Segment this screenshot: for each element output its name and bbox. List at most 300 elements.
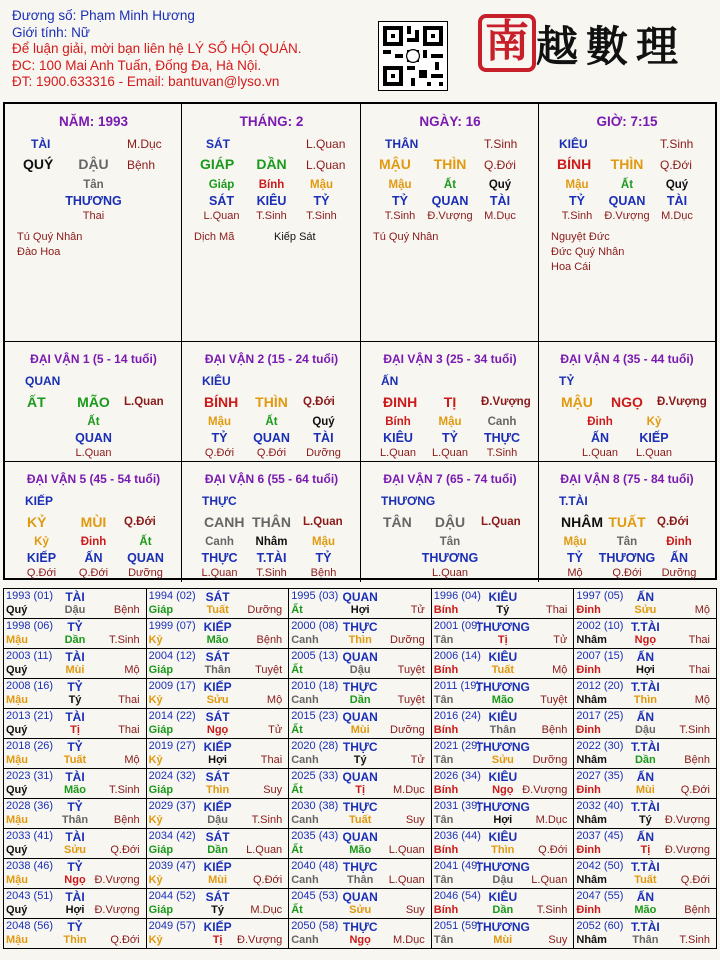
year-branch: Tuất (63, 754, 87, 766)
hidden-ten-god: ẤN (84, 551, 103, 565)
hidden-stem: Quý (312, 416, 335, 428)
hidden-stem: Quý (665, 179, 689, 191)
gender: Giới tính: Nữ (12, 24, 90, 40)
year-cell (431, 619, 574, 649)
year-stage: M.Dục (393, 784, 425, 796)
branch-stage: Q.Đới (660, 158, 692, 172)
hidden-ten-god: THỰC (483, 431, 521, 445)
earthly-branch: THÂN (252, 514, 291, 530)
year-stage: T.Sinh (679, 934, 710, 946)
year-stem: Đinh (576, 664, 601, 676)
year-row (4, 709, 717, 739)
year-label: 1993 (01) (6, 590, 54, 602)
year-ten-god: THỰC (342, 860, 378, 874)
year-cell (431, 649, 574, 679)
year-cell (4, 919, 147, 949)
hidden-ten-god: THƯƠNG (598, 551, 656, 565)
hidden-ten-god: QUAN (431, 194, 469, 208)
year-label: 2038 (46) (6, 860, 54, 872)
year-stem: Ất (291, 604, 303, 616)
year-label: 1997 (05) (576, 590, 624, 602)
heavenly-stem: KỶ (27, 514, 47, 530)
year-label: 2039 (47) (148, 860, 196, 872)
year-ten-god: KIÊU (488, 770, 518, 784)
year-stage: Đ.Vượng (664, 844, 710, 856)
year-ten-god: THƯƠNG (475, 620, 530, 634)
year-stage: Mộ (124, 754, 140, 766)
year-ten-god: SÁT (205, 830, 230, 844)
year-label: 2020 (28) (291, 740, 339, 752)
hidden-stem: Mậu (208, 416, 231, 428)
year-stage: Q.Đới (110, 934, 140, 946)
year-branch: Tý (353, 754, 367, 766)
year-cell (146, 619, 289, 649)
year-stage: L.Quan (388, 874, 425, 886)
year-cell (574, 829, 717, 859)
year-branch: Dậu (207, 814, 228, 826)
year-stage: Thai (688, 634, 710, 646)
year-label: 2022 (30) (576, 740, 624, 752)
year-label: 2013 (21) (6, 710, 54, 722)
earthly-branch: THÌN (255, 394, 288, 410)
year-ten-god: T.TÀI (631, 800, 660, 814)
ten-god-label: ẤN (381, 374, 399, 388)
year-stage: Bệnh (113, 814, 140, 826)
hidden-stem: Mậu (438, 416, 462, 428)
dai-van-title: ĐẠI VẬN 1 (5 - 14 tuổi) (30, 352, 157, 366)
year-branch: Tý (638, 814, 652, 826)
hidden-stage: Đ.Vượng (427, 210, 473, 222)
year-stage: Thai (118, 724, 140, 736)
year-stage: Q.Đới (680, 874, 710, 886)
heavenly-stem: ĐINH (383, 394, 418, 410)
ten-god-label: KIÊU (202, 374, 231, 388)
year-stem: Tân (433, 694, 454, 706)
hidden-stage: Đ.Vượng (604, 210, 650, 222)
year-label: 2023 (31) (6, 770, 54, 782)
star-label: Dịch Mã (194, 231, 235, 243)
year-label: 2007 (15) (576, 650, 624, 662)
year-stem: Kỷ (148, 694, 163, 706)
hidden-stage: L.Quan (635, 447, 673, 459)
year-stage: Tuyệt (540, 694, 568, 706)
year-label: 2029 (37) (148, 800, 196, 812)
heavenly-stem: GIÁP (200, 156, 235, 172)
year-row (4, 679, 717, 709)
year-branch: Mão (206, 634, 229, 646)
year-stem: Giáp (148, 604, 174, 616)
hidden-stem: Mậu (310, 179, 333, 191)
hidden-ten-god: KIẾP (639, 431, 669, 445)
hidden-stage: L.Quan (203, 210, 240, 222)
year-ten-god: KIÊU (488, 590, 518, 604)
year-cell (146, 829, 289, 859)
year-cell (4, 709, 147, 739)
year-stage: M.Dục (535, 814, 568, 826)
ten-god-label: THỰC (202, 494, 237, 508)
year-label: 2018 (26) (6, 740, 54, 752)
hidden-ten-god: TÀI (666, 194, 688, 208)
year-ten-god: ẤN (636, 770, 655, 784)
year-ten-god: T.TÀI (631, 740, 660, 754)
year-branch: Mão (491, 694, 514, 706)
year-stem: Canh (291, 814, 319, 826)
year-cell (574, 889, 717, 919)
year-stage: Tuyệt (397, 694, 425, 706)
year-stage: Tử (410, 604, 425, 616)
year-ten-god: KIẾP (203, 800, 232, 814)
pillar-cell (182, 104, 361, 342)
pillar-title: THÁNG: 2 (239, 114, 304, 129)
year-stem: Quý (6, 844, 28, 856)
year-cell (431, 709, 574, 739)
year-ten-god: THỰC (342, 620, 378, 634)
hidden-stem: Canh (487, 416, 517, 428)
hidden-stage: Dưỡng (306, 447, 341, 459)
year-ten-god: QUAN (342, 770, 378, 784)
branch-stage: Q.Đới (657, 516, 689, 528)
year-stem: Bính (433, 844, 459, 856)
dai-van-cell (182, 342, 361, 462)
year-label: 2037 (45) (576, 830, 624, 842)
year-stem: Đinh (576, 844, 601, 856)
year-stem: Mậu (6, 814, 28, 826)
year-ten-god: THƯƠNG (475, 740, 530, 754)
year-cell (146, 859, 289, 889)
year-stem: Đinh (576, 784, 601, 796)
year-cell (4, 769, 147, 799)
year-stem: Đinh (576, 604, 601, 616)
earthly-branch: DẬU (434, 514, 466, 530)
hidden-stage: Q.Đới (26, 567, 57, 579)
year-branch: Dậu (634, 724, 656, 736)
year-cell (431, 859, 574, 889)
year-cell (431, 799, 574, 829)
year-row (4, 619, 717, 649)
dai-van-cell (539, 342, 715, 462)
pillar-cell (539, 104, 715, 342)
branch-stage: L.Quan (481, 516, 521, 528)
year-stem: Canh (291, 754, 319, 766)
year-stem: Nhâm (576, 814, 607, 826)
year-stem: Mậu (6, 874, 28, 886)
year-stem: Giáp (148, 844, 174, 856)
year-branch: Dần (492, 904, 514, 916)
year-label: 2021 (29) (433, 740, 481, 752)
hidden-stage: L.Quan (581, 447, 619, 459)
year-ten-god: ẤN (636, 650, 655, 664)
ten-god-label: KIÊU (559, 137, 588, 151)
year-label: 1994 (02) (148, 590, 196, 602)
year-label: 2040 (48) (291, 860, 339, 872)
year-label: 1998 (06) (6, 620, 54, 632)
year-branch: Sửu (63, 844, 87, 856)
hidden-stage: L.Quan (431, 447, 469, 459)
year-ten-god: TỶ (67, 920, 83, 934)
year-branch: Thân (347, 874, 374, 886)
year-cell (431, 769, 574, 799)
year-cell (574, 799, 717, 829)
year-stage: Suy (548, 934, 568, 946)
dai-van-title: ĐẠI VẬN 8 (75 - 84 tuổi) (560, 472, 694, 486)
year-label: 2016 (24) (433, 710, 481, 722)
year-stage: Tuyệt (397, 664, 425, 676)
year-stem: Tân (433, 814, 454, 826)
hidden-stage: L.Quan (75, 447, 112, 459)
year-stage: Bệnh (541, 724, 568, 736)
year-stage: Đ.Vượng (522, 784, 568, 796)
hidden-ten-god: KIÊU (383, 431, 413, 445)
year-stage: Bệnh (684, 754, 710, 766)
year-branch: Tị (355, 784, 366, 796)
year-label: 2048 (56) (6, 920, 54, 932)
heavenly-stem: MẬU (561, 394, 593, 410)
year-stage: Tử (268, 724, 283, 736)
year-stage: M.Dục (393, 934, 425, 946)
year-label: 2025 (33) (291, 770, 339, 782)
year-label: 2033 (41) (6, 830, 54, 842)
year-stem: Quý (6, 604, 28, 616)
hidden-stem: Tân (616, 536, 638, 548)
year-stage: Bệnh (684, 904, 710, 916)
year-stage: Đ.Vượng (664, 814, 710, 826)
year-cell (289, 859, 432, 889)
hidden-ten-god: TỶ (315, 551, 332, 565)
year-branch: Ngọ (634, 634, 657, 646)
dai-van-title: ĐẠI VẬN 5 (45 - 54 tuổi) (26, 472, 161, 486)
branch-stage: L.Quan (124, 396, 164, 408)
hidden-stem: Đinh (666, 536, 692, 548)
year-stem: Kỷ (148, 634, 163, 646)
ten-god-label: T.TÀI (559, 494, 588, 508)
year-cell (4, 829, 147, 859)
year-label: 2009 (17) (148, 680, 196, 692)
growth-stage: T.Sinh (484, 137, 518, 151)
year-branch: Sửu (206, 694, 229, 706)
year-branch: Thân (204, 664, 231, 676)
heavenly-stem: ẤT (27, 394, 46, 410)
year-branch: Tị (497, 634, 508, 646)
hidden-stem: Đinh (587, 416, 613, 428)
hidden-stem: Kỷ (34, 536, 49, 548)
branch-stage: L.Quan (306, 158, 346, 172)
year-stem: Nhâm (576, 874, 607, 886)
year-stage: Suy (405, 814, 425, 826)
year-stage: Thai (688, 664, 710, 676)
year-label: 2036 (44) (433, 830, 481, 842)
star-label: Đào Hoa (17, 246, 61, 258)
year-ten-god: THỰC (342, 920, 378, 934)
year-stem: Giáp (148, 724, 174, 736)
year-label: 2045 (53) (291, 890, 339, 902)
year-stage: L.Quan (388, 844, 425, 856)
hidden-stem: Tân (83, 179, 104, 191)
year-label: 2000 (08) (291, 620, 339, 632)
hidden-ten-god: ẤN (590, 431, 610, 445)
year-ten-god: KIÊU (488, 710, 518, 724)
earthly-branch: TUẤT (608, 514, 646, 530)
year-row (4, 859, 717, 889)
year-ten-god: SÁT (205, 770, 230, 784)
year-stage: T.Sinh (251, 814, 283, 826)
year-branch: Thân (632, 934, 659, 946)
year-branch: Ngọ (64, 874, 86, 886)
year-ten-god: SÁT (205, 650, 230, 664)
year-branch: Ngọ (492, 784, 514, 796)
year-cell (574, 739, 717, 769)
year-stem: Bính (433, 664, 459, 676)
star-label: Tú Quý Nhân (17, 231, 83, 243)
year-label: 2051 (59) (433, 920, 481, 932)
year-label: 2049 (57) (148, 920, 196, 932)
hidden-stem: Nhâm (255, 536, 288, 548)
year-label: 2026 (34) (433, 770, 481, 782)
year-stage: Bệnh (256, 634, 283, 646)
hidden-ten-god: T.TÀI (256, 551, 287, 565)
hidden-stage: Q.Đới (78, 567, 109, 579)
year-stage: Mộ (694, 604, 710, 616)
contact-line: Để luận giải, mời bạn liên hệ LÝ SỐ HỘI QUÁN. (12, 41, 302, 56)
year-label: 2004 (12) (148, 650, 196, 662)
year-branch: Tuất (634, 874, 657, 886)
dai-van-cell (5, 462, 182, 582)
year-cell (574, 619, 717, 649)
dai-van-title: ĐẠI VẬN 6 (55 - 64 tuổi) (204, 472, 339, 486)
year-cell (4, 739, 147, 769)
year-branch: Dậu (492, 874, 514, 886)
dai-van-title: ĐẠI VẬN 4 (35 - 44 tuổi) (560, 352, 694, 366)
year-branch: Ngọ (206, 724, 229, 736)
year-cell (574, 679, 717, 709)
year-stage: Tử (410, 754, 425, 766)
dai-van-cell (539, 462, 715, 582)
year-ten-god: QUAN (342, 590, 378, 604)
year-label: 2011 (19) (433, 680, 481, 692)
growth-stage: M.Dục (127, 137, 162, 151)
year-stage: Thai (260, 754, 283, 766)
year-stem: Kỷ (148, 814, 163, 826)
ten-god-label: KIẾP (25, 494, 54, 508)
year-label: 2005 (13) (291, 650, 339, 662)
year-ten-god: TÀI (65, 710, 85, 724)
year-ten-god: QUAN (342, 650, 378, 664)
growth-stage: L.Quan (306, 137, 346, 151)
year-label: 2031 (39) (433, 800, 481, 812)
pillar-cell (361, 104, 539, 342)
star-label: Nguyệt Đức (551, 231, 610, 243)
year-ten-god: TÀI (65, 830, 85, 844)
year-ten-god: KIẾP (203, 920, 232, 934)
earthly-branch: THÌN (610, 156, 644, 172)
hidden-stem: Ất (443, 179, 457, 191)
year-branch: Mùi (635, 784, 655, 796)
year-branch: Mùi (208, 874, 228, 886)
year-label: 2034 (42) (148, 830, 196, 842)
hidden-ten-god: TỶ (442, 431, 458, 445)
year-label: 1999 (07) (148, 620, 196, 632)
year-stem: Bính (433, 784, 459, 796)
year-branch: Thìn (205, 784, 230, 796)
year-stem: Đinh (576, 724, 601, 736)
year-ten-god: KIÊU (488, 830, 518, 844)
year-stem: Nhâm (576, 634, 607, 646)
year-branch: Tuất (206, 604, 229, 616)
year-cell (146, 589, 289, 619)
year-label: 2047 (55) (576, 890, 624, 902)
year-stem: Giáp (148, 664, 174, 676)
year-stage: Q.Đới (680, 784, 710, 796)
hidden-ten-god: ẤN (669, 551, 689, 565)
year-stage: L.Quan (531, 874, 568, 886)
year-branch: Ngọ (349, 934, 371, 946)
heavenly-stem: MẬU (379, 156, 411, 172)
year-cell (289, 829, 432, 859)
hidden-stem: Bính (385, 416, 411, 428)
year-branch: Tị (640, 844, 651, 856)
year-row (4, 769, 717, 799)
hidden-stem: Tân (439, 536, 461, 548)
year-ten-god: THƯƠNG (475, 800, 530, 814)
year-ten-god: THƯƠNG (475, 920, 530, 934)
year-ten-god: THƯƠNG (475, 680, 530, 694)
hidden-stage: T.Sinh (384, 210, 416, 222)
heavenly-stem: NHÂM (561, 514, 603, 530)
ten-god-label: QUAN (25, 374, 61, 388)
dai-van-cell (361, 462, 539, 582)
year-label: 2030 (38) (291, 800, 339, 812)
year-stem: Nhâm (576, 754, 607, 766)
year-branch: Tý (211, 904, 225, 916)
hidden-stage: Q.Đới (612, 567, 642, 579)
year-label: 2050 (58) (291, 920, 339, 932)
year-stem: Quý (6, 904, 28, 916)
year-stem: Canh (291, 874, 319, 886)
hidden-stem: Giáp (208, 179, 235, 191)
year-cell (4, 859, 147, 889)
year-row (4, 589, 717, 619)
year-ten-god: QUAN (342, 890, 378, 904)
earthly-branch: MÃO (77, 394, 110, 410)
year-label: 2006 (14) (433, 650, 481, 662)
hidden-stem: Mậu (388, 179, 412, 191)
hidden-ten-god: TỶ (569, 194, 585, 208)
star-label: Tú Quý Nhân (373, 231, 439, 243)
year-label: 2046 (54) (433, 890, 481, 902)
year-label: 2032 (40) (576, 800, 624, 812)
year-label: 2019 (27) (148, 740, 196, 752)
earthly-branch: THÌN (433, 156, 467, 172)
ten-god-label: THƯƠNG (381, 494, 436, 508)
year-branch: Tý (68, 694, 82, 706)
year-cell (4, 679, 147, 709)
year-stem: Mậu (6, 754, 28, 766)
year-branch: Mão (64, 784, 86, 796)
hidden-ten-god: TỶ (211, 431, 228, 445)
year-ten-god: QUAN (342, 830, 378, 844)
year-cell (289, 889, 432, 919)
year-stem: Bính (433, 604, 459, 616)
year-stem: Mậu (6, 934, 28, 946)
hidden-ten-god: KIÊU (256, 194, 287, 208)
year-cell (289, 919, 432, 949)
heavenly-stem: CANH (204, 514, 245, 530)
year-cell (431, 739, 574, 769)
year-stage: Thai (545, 604, 568, 616)
year-row (4, 919, 717, 949)
year-cell (289, 769, 432, 799)
year-label: 2010 (18) (291, 680, 339, 692)
year-stage: Q.Đới (538, 844, 568, 856)
